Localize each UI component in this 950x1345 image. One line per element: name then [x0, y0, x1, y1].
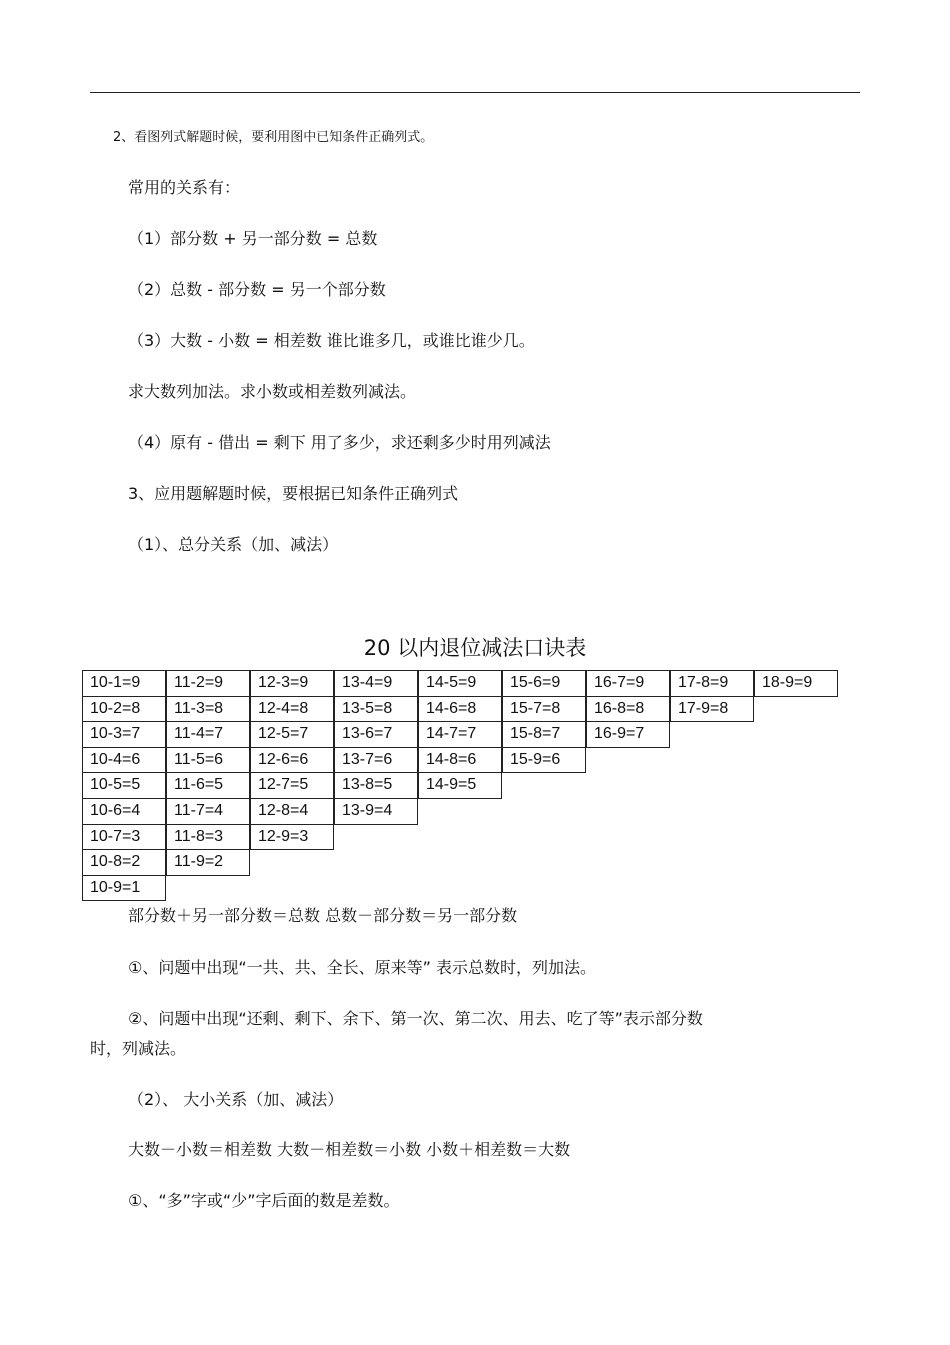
- table-title: 20 以内退位减法口诀表: [363, 636, 587, 660]
- relation-2: （2）总数 - 部分数 = 另一个部分数: [128, 280, 386, 299]
- table-cell: 12-9=3: [250, 824, 334, 851]
- table-cell: 14-5=9: [418, 670, 502, 697]
- table-cell: 11-3=8: [166, 696, 250, 723]
- table-cell: 13-4=9: [334, 670, 418, 697]
- table-cell: 10-8=2: [82, 849, 166, 876]
- table-cell: 13-9=4: [334, 798, 418, 825]
- table-cell: 11-9=2: [166, 849, 250, 876]
- table-cell: 17-9=8: [670, 696, 754, 723]
- top-rule: [90, 92, 860, 93]
- table-cell: 10-7=3: [82, 824, 166, 851]
- formula-line-2: 大数－小数＝相差数 大数－相差数＝小数 小数＋相差数＝大数: [128, 1140, 571, 1159]
- table-cell: 14-8=6: [418, 747, 502, 774]
- note-2-cont: 时，列减法。: [90, 1039, 187, 1058]
- table-cell: 14-9=5: [418, 772, 502, 799]
- table-cell: 13-8=5: [334, 772, 418, 799]
- table-cell: 10-5=5: [82, 772, 166, 799]
- table-cell: 12-3=9: [250, 670, 334, 697]
- table-cell: 11-5=6: [166, 747, 250, 774]
- relation-note: 求大数列加法。求小数或相差数列减法。: [128, 382, 417, 401]
- table-cell: 15-8=7: [502, 721, 586, 748]
- table-cell: 13-5=8: [334, 696, 418, 723]
- table-cell: 13-7=6: [334, 747, 418, 774]
- table-cell: 10-2=8: [82, 696, 166, 723]
- table-cell: 10-4=6: [82, 747, 166, 774]
- table-cell: 15-9=6: [502, 747, 586, 774]
- table-cell: 16-9=7: [586, 721, 670, 748]
- formula-line-1: 部分数＋另一部分数＝总数 总数－部分数＝另一部分数: [128, 906, 518, 925]
- table-cell: 13-6=7: [334, 721, 418, 748]
- table-cell: 12-8=4: [250, 798, 334, 825]
- table-cell: 10-3=7: [82, 721, 166, 748]
- table-cell: 12-5=7: [250, 721, 334, 748]
- table-cell: 12-6=6: [250, 747, 334, 774]
- table-cell: 18-9=9: [754, 670, 838, 697]
- point-3-text: 3、应用题解题时候，要根据已知条件正确列式: [128, 484, 459, 503]
- table-cell: 11-2=9: [166, 670, 250, 697]
- note-2: ②、问题中出现“还剩、剩下、余下、第一次、第二次、用去、吃了等”表示部分数: [128, 1009, 703, 1028]
- table-cell: 15-6=9: [502, 670, 586, 697]
- table-cell: 11-6=5: [166, 772, 250, 799]
- relation-4: （4）原有 - 借出 = 剩下 用了多少，求还剩多少时用列减法: [128, 433, 551, 452]
- table-cell: 14-7=7: [418, 721, 502, 748]
- table-cell: 14-6=8: [418, 696, 502, 723]
- subsection-2: （2）、 大小关系（加、减法）: [128, 1090, 344, 1109]
- table-cell: 16-8=8: [586, 696, 670, 723]
- table-cell: 10-9=1: [82, 875, 166, 902]
- relations-heading: 常用的关系有：: [128, 178, 241, 197]
- relation-3: （3）大数 - 小数 = 相差数 谁比谁多几，或谁比谁少几。: [128, 331, 535, 350]
- relation-1: （1）部分数 + 另一部分数 = 总数: [128, 229, 378, 248]
- table-cell: 10-1=9: [82, 670, 166, 697]
- subsection-1: （1）、总分关系（加、减法）: [128, 535, 339, 554]
- table-cell: 11-7=4: [166, 798, 250, 825]
- table-cell: 12-7=5: [250, 772, 334, 799]
- table-cell: 17-8=9: [670, 670, 754, 697]
- note-1: ①、问题中出现“一共、共、全长、原来等” 表示总数时，列加法。: [128, 958, 597, 977]
- point-2-text: 2、看图列式解题时候，要利用图中已知条件正确列式。: [113, 130, 434, 145]
- table-cell: 11-4=7: [166, 721, 250, 748]
- table-cell: 15-7=8: [502, 696, 586, 723]
- table-cell: 16-7=9: [586, 670, 670, 697]
- table-cell: 10-6=4: [82, 798, 166, 825]
- table-cell: 12-4=8: [250, 696, 334, 723]
- table-cell: 11-8=3: [166, 824, 250, 851]
- note-3: ①、“多”字或“少”字后面的数是差数。: [128, 1191, 400, 1210]
